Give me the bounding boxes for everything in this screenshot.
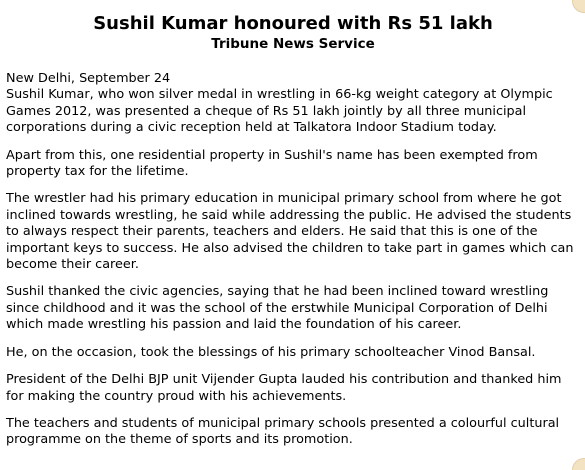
article-headline: Sushil Kumar honoured with Rs 51 lakh	[93, 13, 493, 34]
article-byline: Tribune News Service	[211, 36, 375, 52]
article-paragraph-6: President of the Delhi BJP unit Vijender Gupta lauded his contribution and thanked him for making the country proud with his achievements.	[6, 372, 562, 404]
article-paragraph-7: The teachers and students of municipal primary schools presented a colourful cultural programme on the theme of sports and its promotion.	[6, 415, 560, 448]
paragraph-text: Sushil Kumar, who won silver medal in wrestling in 66-kg weight category at Olympic Games 2012, was presented a cheque of Rs 51 lakh jointly by all three municipal corporations during a civic reception held at Talkatora Indoor Stadium today.	[6, 87, 553, 136]
article-paragraph-4: Sushil thanked the civic agencies, saying that he had been inclined toward wrestling since childhood and it was the school of the erstwhile Municipal Corporation of Delhi which made wrestling his passion and laid the foundation of his career.	[6, 284, 549, 333]
article-paragraph-3: The wrestler had his primary education in municipal primary school from where he got inclined towards wrestling, he said while addressing the public. He advised the students to always respect their parents, teachers and elders. He said that this is one of the important keys to success. He also advised the children to take part in games which can become their career.	[6, 191, 574, 273]
article-dateline: New Delhi, September 24	[6, 71, 171, 86]
corner-decoration-bottom	[572, 458, 585, 470]
article-paragraph-1	[6, 71, 580, 137]
article-paragraph-2: Apart from this, one residential property in Sushil's name has been exempted from property tax for the lifetime.	[6, 147, 538, 180]
article-paragraph-5: He, on the occasion, took the blessings of his primary schoolteacher Vinod Bansal.	[6, 344, 536, 360]
news-article	[6, 12, 580, 460]
article-body	[6, 71, 580, 449]
